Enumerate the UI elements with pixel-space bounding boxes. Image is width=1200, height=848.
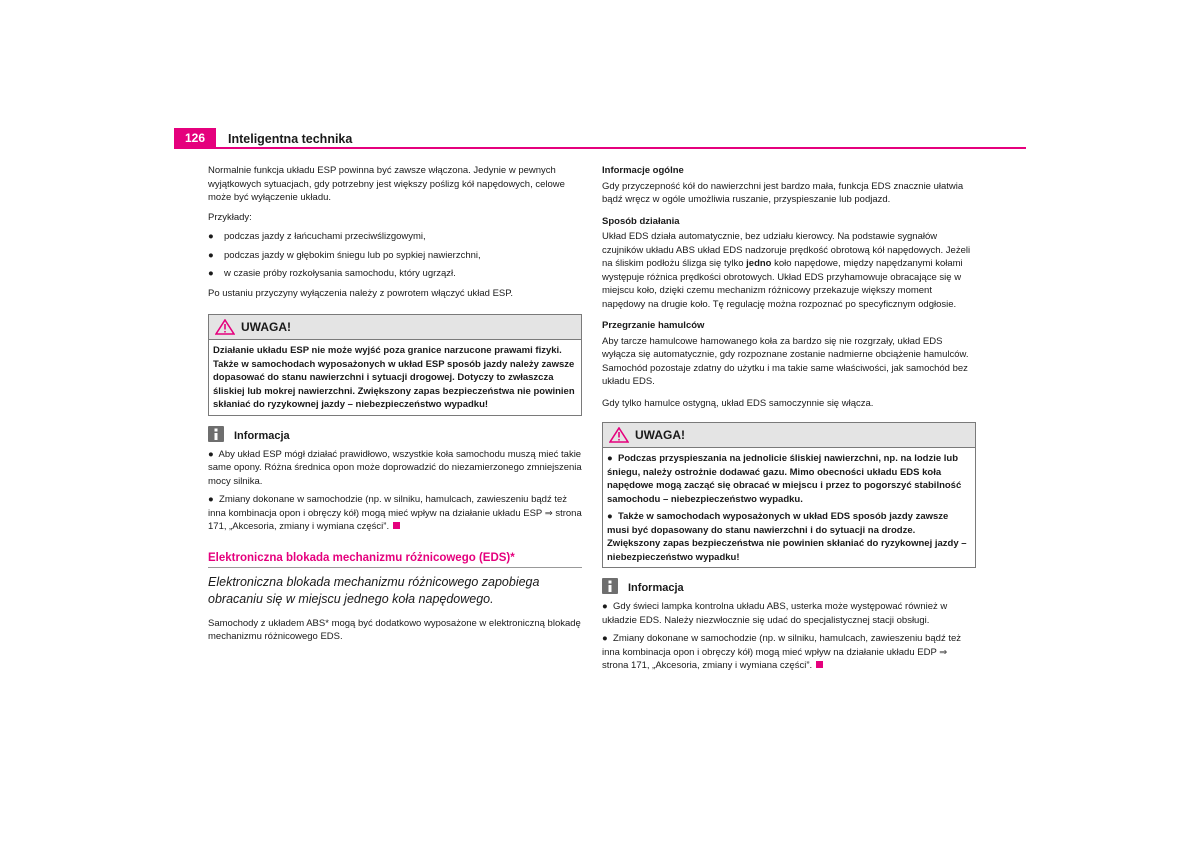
info-icon (208, 426, 224, 442)
cool-paragraph: Gdy tylko hamulce ostygną, układ EDS samoczynnie się włącza. (602, 397, 874, 409)
warning-triangle-icon (215, 319, 235, 335)
overheat-paragraph: Aby tarcze hamulcowe hamowanego koła za bardzo się nie rozgrzały, układ EDS wyłącza się automatycznie, gdy rozpoznane zostanie nadmierne obciążenie hamulców. Samochód pozostaje zdatny do użytku i ma takie same właściwości, jak samochód bez układu EDS. (602, 335, 969, 387)
end-mark-icon (816, 661, 823, 668)
info-header (602, 578, 976, 598)
section-title: Elektroniczna blokada mechanizmu różnicowego (EDS)* (208, 551, 515, 564)
bullet-icon: ● (602, 633, 608, 644)
intro-paragraph: Normalnie funkcja układu ESP powinna być zawsze włączona. Jedynie w pewnych wyjątkowych sytuacjach, gdy potrzebny jest większy poślizg kół napędowych, celowe może być wyłączenie układu. (208, 165, 565, 203)
header-rule (174, 147, 1026, 149)
list-item: ● w czasie próby rozkołysania samochodu, który ugrzązł. (208, 268, 456, 279)
warning-text: Działanie układu ESP nie może wyjść poza granice narzucone prawami fizyki. Także w samochodach wyposażonych w układ ESP sposób jazdy należy zawsze dopasować do stanu nawierzchni i sytuacji drogowej. Dotyczy to zwłaszcza śliskiej lub mokrej nawierzchni. Zwiększony zapas bezpieczeństwa nie powinien skłaniać do ryzykownej jazdy – niebezpieczeństwo wypadku! (213, 345, 575, 410)
warning-item: ● Podczas przyspieszania na jednolicie śliskiej nawierzchni, np. na lodzie lub śniegu, należy ostrożnie dodawać gazu. Mimo obecności układu EDS koła napędowe mogą zacząć się obracać w miejscu i przez to pogorszyć stabilność samochodu – niebezpieczeństwo wypadku. (607, 453, 962, 505)
body-paragraph: Samochody z układem ABS* mogą być dodatkowo wyposażone w elektroniczną blokadę mechanizmu różnicowego EDS. (208, 617, 581, 642)
bullet-icon: ● (208, 448, 214, 460)
warning-title: UWAGA! (635, 428, 685, 442)
lead-text: Elektroniczna blokada mechanizmu różnicowego zapobiega obracaniu się w miejscu jednego koła napędowego. (208, 574, 540, 606)
info-title: Informacja (628, 582, 684, 594)
subheading-general: Informacje ogólne (602, 165, 684, 176)
warning-triangle-icon (609, 427, 629, 443)
info-icon (602, 578, 618, 594)
info-header (208, 426, 582, 446)
warning-item: ● Także w samochodach wyposażonych w układ EDS sposób jazdy zawsze musi być dopasowany do stanu nawierzchni i do sytuacji na drodze. Zwiększony zapas bezpieczeństwa nie powinien skłaniać do ryzykownej jazdy – niebezpieczeństwo wypadku! (607, 511, 967, 563)
bullet-icon: ● (607, 511, 613, 522)
page-header (174, 128, 1026, 148)
chapter-title: Inteligentna technika (228, 132, 353, 146)
right-column (602, 164, 976, 678)
info-item: ● Aby układ ESP mógł działać prawidłowo, wszystkie koła samochodu muszą mieć takie same opony. Różna średnica opon może doprowadzić do niezamierzonego zmniejszenia mocy silnika. (208, 448, 582, 487)
warning-box (208, 314, 582, 416)
left-column (208, 164, 582, 650)
bullet-icon: ● (208, 268, 214, 279)
after-paragraph: Po ustaniu przyczyny wyłączenia należy z powrotem włączyć układ ESP. (208, 287, 514, 299)
examples-label: Przykłady: (208, 211, 252, 223)
bullet-icon: ● (607, 453, 613, 464)
info-item: ● Gdy świeci lampka kontrolna układu ABS, usterka może występować również w układzie EDS. Należy niezwłocznie się udać do specjalistycznej stacji obsługi. (602, 601, 948, 626)
subheading-overheat: Przegrzanie hamulców (602, 320, 705, 331)
warning-body (603, 448, 975, 567)
bullet-icon: ● (208, 494, 214, 505)
page-number: 126 (174, 128, 216, 148)
warning-header (603, 423, 975, 448)
info-title: Informacja (234, 429, 290, 442)
bullet-icon: ● (208, 231, 214, 242)
section-rule (208, 567, 582, 568)
bullet-icon: ● (602, 601, 608, 612)
list-item: ● podczas jazdy z łańcuchami przeciwślizgowymi, (208, 231, 426, 242)
general-paragraph: Gdy przyczepność kół do nawierzchni jest bardzo mała, funkcja EDS znacznie ułatwia bądź wręcz w ogóle umożliwia ruszanie, przyspieszanie lub podjazd. (602, 180, 964, 205)
bullet-icon: ● (208, 249, 214, 261)
info-item: ● Zmiany dokonane w samochodzie (np. w silniku, hamulcach, zawieszeniu bądź też inna kombinacja opon i obręczy kół) mogą mieć wpływ na działanie układu ESP ⇒ strona 171, „Akcesoria, zmiany i wymiana części”. (208, 494, 582, 532)
warning-box (602, 422, 976, 568)
list-item: ● podczas jazdy w głębokim śniegu lub po sypkiej nawierzchni, (208, 249, 481, 261)
warning-title: UWAGA! (241, 320, 291, 334)
operation-paragraph: Układ EDS działa automatycznie, bez udziału kierowcy. Na podstawie sygnałów czujników układu ABS układ EDS nadzoruje prędkość obrotową kół napędowych. Jeżeli na śliskim podłożu ślizga się tylko jedno koło napędowe, między napędzanymi kołami występuje różnica prędkości obrotowych. Układ EDS przyhamowuje obracające się w miejscu koło, dzięki czemu mechanizm różnicowy przekazuje większy moment napędowy na drugie koło. Tę regulację można rozpoznać po specyficznym odgłosie. (602, 231, 971, 310)
subheading-operation: Sposób działania (602, 215, 680, 227)
end-mark-icon (393, 522, 400, 529)
info-item: ● Zmiany dokonane w samochodzie (np. w silniku, hamulcach, zawieszeniu bądź też inna kombinacja opon i obręczy kół) mogą mieć wpływ na działanie układu EDP ⇒ strona 171, „Akcesoria, zmiany i wymiana części”. (602, 633, 962, 671)
warning-header (209, 315, 581, 340)
